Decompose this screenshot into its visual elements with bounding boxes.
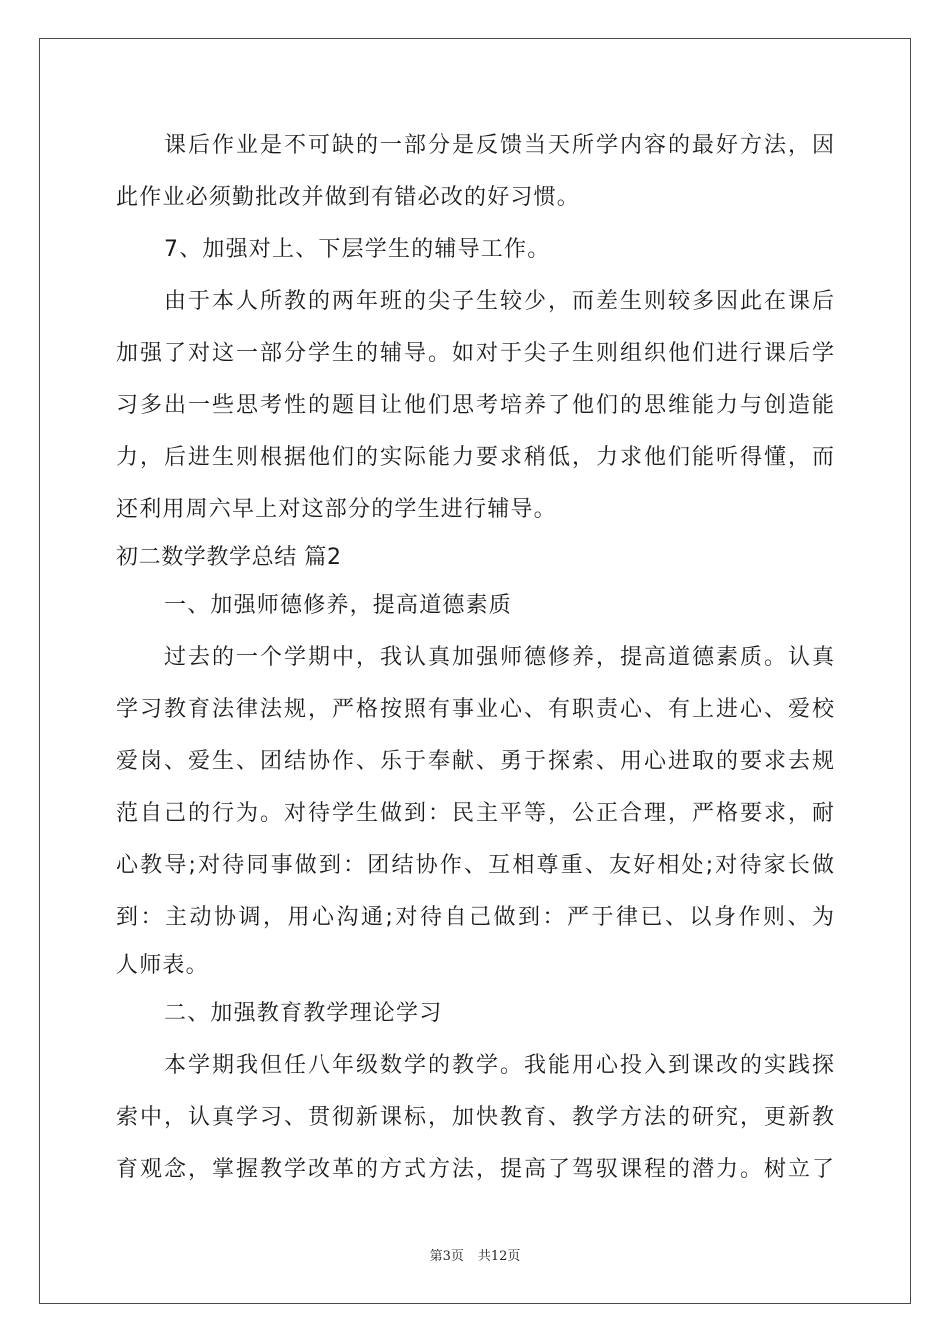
section-title: 初二数学教学总结 篇2 bbox=[116, 545, 342, 570]
text-line: 本学期我但任八年级数学的教学。我能用心投入到课改的实践探 bbox=[164, 1053, 834, 1078]
text-line: 育观念，掌握教学改革的方式方法，提高了驾驭课程的潜力。树立了 bbox=[116, 1157, 834, 1182]
text-line: 学习教育法律法规，严格按照有事业心、有职责心、有上进心、爱校 bbox=[116, 697, 834, 722]
text-line: 索中，认真学习、贯彻新课标，加快教育、教学方法的研究，更新教 bbox=[116, 1105, 834, 1130]
page-number: 第3页 bbox=[429, 1249, 464, 1264]
section-heading: 一、加强师德修养，提高道德素质 bbox=[164, 593, 513, 618]
text-line: 范自己的行为。对待学生做到：民主平等，公正合理，严格要求，耐 bbox=[116, 801, 834, 826]
text-line: 到：主动协调，用心沟通;对待自己做到：严于律已、以身作则、为 bbox=[116, 905, 834, 930]
text-line: 心教导;对待同事做到：团结协作、互相尊重、友好相处;对待家长做 bbox=[116, 853, 834, 878]
page-total: 共12页 bbox=[477, 1249, 521, 1264]
text-line: 7、加强对上、下层学生的辅导工作。 bbox=[164, 237, 551, 262]
text-line: 习多出一些思考性的题目让他们思考培养了他们的思维能力与创造能 bbox=[116, 393, 834, 418]
text-line: 课后作业是不可缺的一部分是反馈当天所学内容的最好方法，因 bbox=[164, 133, 834, 158]
text-line: 力，后进生则根据他们的实际能力要求稍低，力求他们能听得懂，而 bbox=[116, 445, 834, 470]
text-line: 由于本人所教的两年班的尖子生较少，而差生则较多因此在课后 bbox=[164, 289, 834, 314]
text-line: 爱岗、爱生、团结协作、乐于奉献、勇于探索、用心进取的要求去规 bbox=[116, 749, 834, 774]
text-line: 过去的一个学期中，我认真加强师德修养，提高道德素质。认真 bbox=[164, 645, 834, 670]
text-line: 人师表。 bbox=[116, 953, 209, 978]
page-footer bbox=[0, 1245, 950, 1264]
text-line: 还利用周六早上对这部分的学生进行辅导。 bbox=[116, 497, 557, 522]
section-heading: 二、加强教育教学理论学习 bbox=[164, 1001, 443, 1026]
text-line: 此作业必须勤批改并做到有错必改的好习惯。 bbox=[116, 185, 581, 210]
text-line: 加强了对这一部分学生的辅导。如对于尖子生则组织他们进行课后学 bbox=[116, 341, 834, 366]
